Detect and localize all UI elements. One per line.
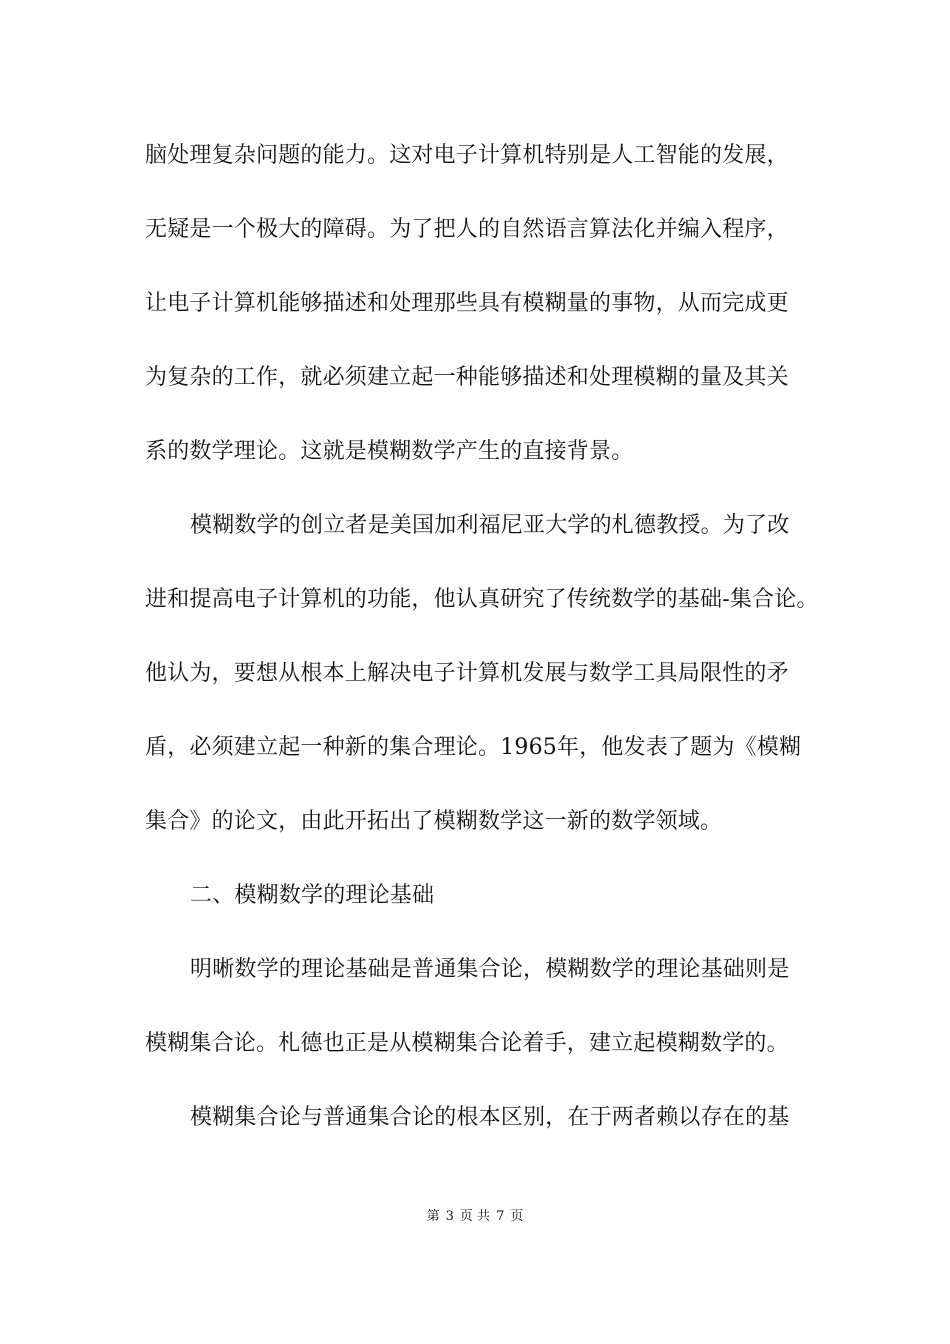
paragraph-line: 明晰数学的理论基础是普通集合论，模糊数学的理论基础则是 bbox=[190, 957, 790, 982]
footer-page-number: 3 bbox=[445, 1209, 454, 1224]
paragraph-line: 模糊数学的创立者是美国加利福尼亚大学的札德教授。为了改 bbox=[190, 513, 790, 538]
paragraph-line: 模糊集合论。札德也正是从模糊集合论着手，建立起模糊数学的。 bbox=[145, 1031, 789, 1056]
section-heading: 二、模糊数学的理论基础 bbox=[190, 883, 435, 908]
paragraph-line: 盾，必须建立起一种新的集合理论。1965年，他发表了题为《模糊 bbox=[145, 735, 802, 760]
paragraph-line: 脑处理复杂问题的能力。这对电子计算机特别是人工智能的发展， bbox=[145, 143, 789, 168]
footer-suffix: 页 bbox=[510, 1209, 524, 1224]
paragraph-line: 为复杂的工作，就必须建立起一种能够描述和处理模糊的量及其关 bbox=[145, 365, 789, 390]
footer-middle: 页 共 bbox=[459, 1209, 491, 1224]
page-footer bbox=[0, 1208, 950, 1226]
footer-prefix: 第 bbox=[426, 1209, 440, 1224]
paragraph-line: 系的数学理论。这就是模糊数学产生的直接背景。 bbox=[145, 439, 634, 464]
footer-total-pages: 7 bbox=[496, 1209, 505, 1224]
paragraph-line: 进和提高电子计算机的功能，他认真研究了传统数学的基础-集合论。 bbox=[145, 587, 819, 612]
paragraph-line: 集合》的论文，由此开拓出了模糊数学这一新的数学领域。 bbox=[145, 809, 723, 834]
paragraph-line: 让电子计算机能够描述和处理那些具有模糊量的事物，从而完成更 bbox=[145, 291, 789, 316]
paragraph-line: 他认为，要想从根本上解决电子计算机发展与数学工具局限性的矛 bbox=[145, 661, 789, 686]
paragraph-line: 模糊集合论与普通集合论的根本区别，在于两者赖以存在的基 bbox=[190, 1105, 790, 1130]
paragraph-line: 无疑是一个极大的障碍。为了把人的自然语言算法化并编入程序， bbox=[145, 217, 789, 242]
